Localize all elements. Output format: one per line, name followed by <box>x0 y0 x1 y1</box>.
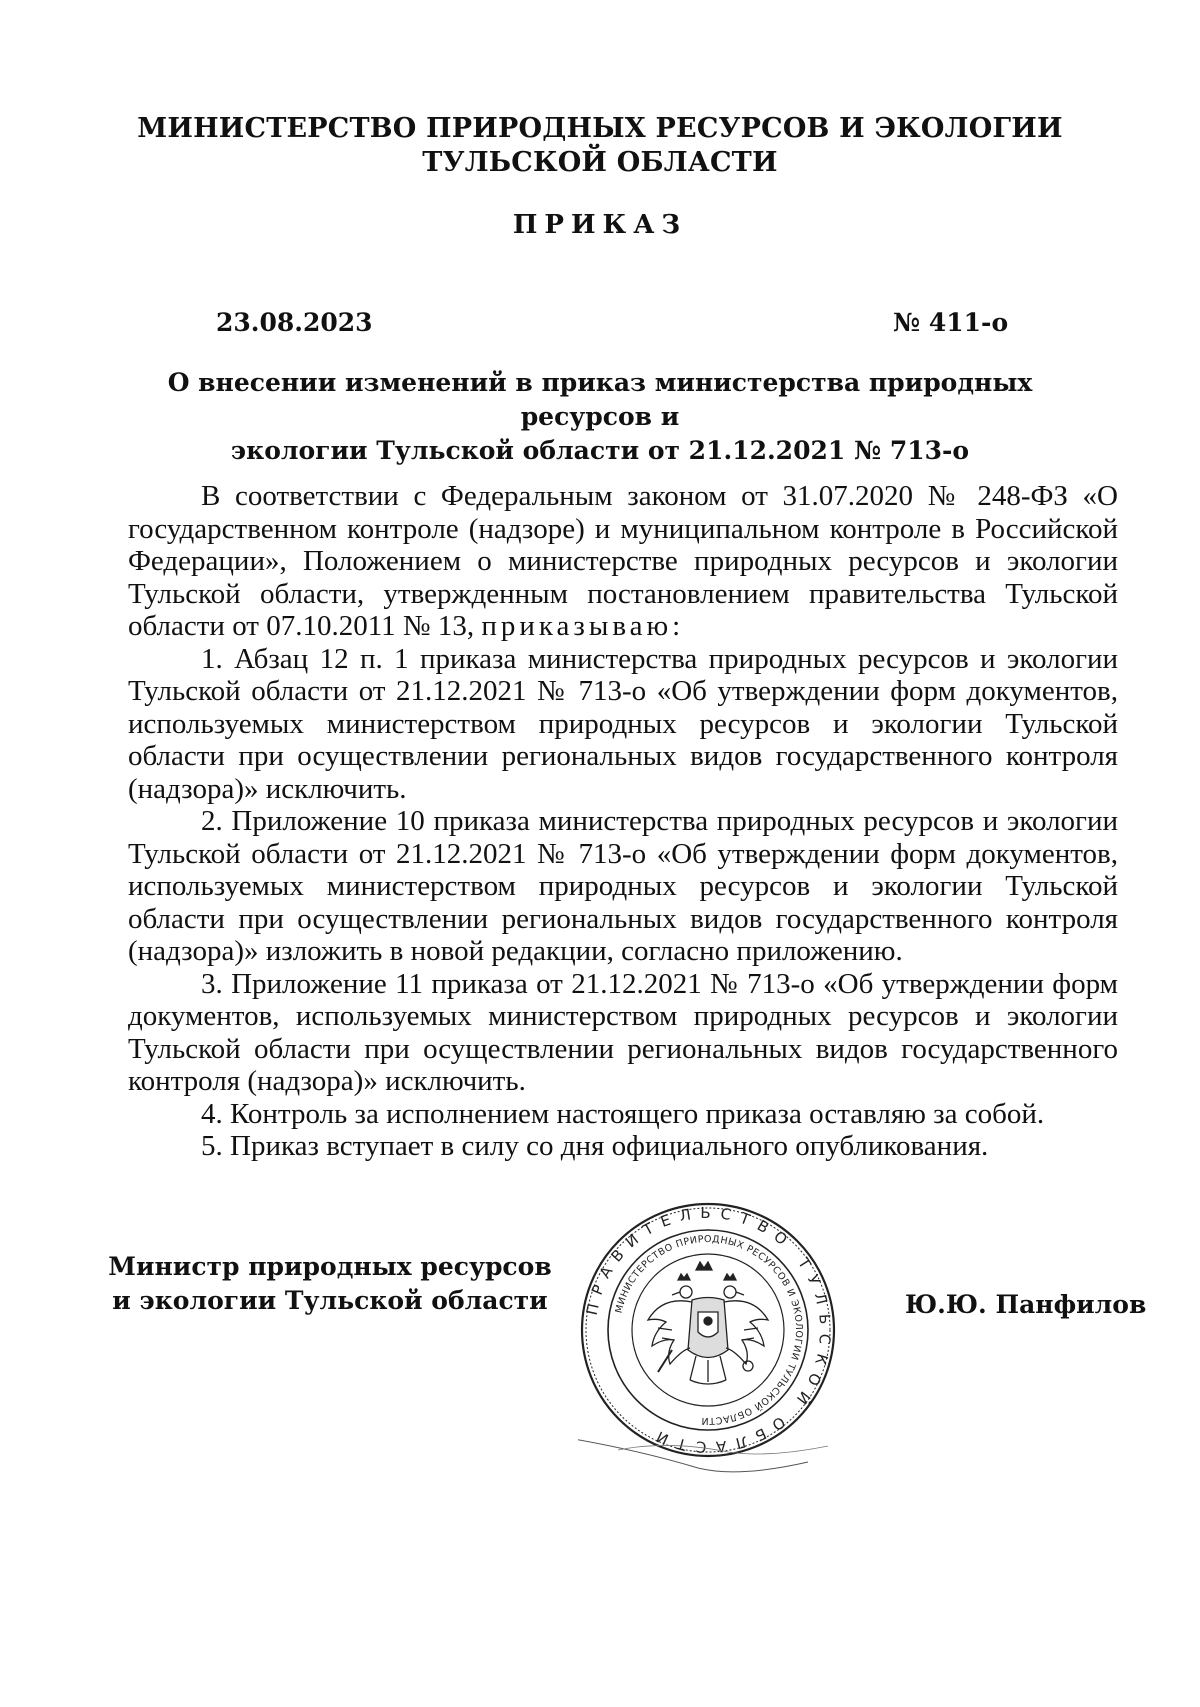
subject-line1: О внесении изменений в приказ министерства природных ресурсов и <box>167 368 1033 431</box>
document-subject <box>100 366 1100 468</box>
order-item-2: 2. Приложение 10 приказа министерства природных ресурсов и экологии Тульской области от 21.12.2021 № 713-о «Об утверждении форм документов, используемых министерством природных ресурсов и экологии Тульской области при осуществлении региональных видов государственного контроля (надзора)» изложить в новой редакции, согласно приложению. <box>128 805 1118 967</box>
document-type: ПРИКАЗ <box>512 210 688 240</box>
organization-name-line1: МИНИСТЕРСТВО ПРИРОДНЫХ РЕСУРСОВ И ЭКОЛОГИИ <box>137 113 1063 144</box>
order-item-3: 3. Приложение 11 приказа от 21.12.2021 № 713-о «Об утверждении форм документов, используемых министерством природных ресурсов и экологии Тульской области при осуществлении региональных видов государственного контроля (надзора)» исключить. <box>128 967 1118 1097</box>
preamble-text: В соответствии с Федеральным законом от 31.07.2020 № 248-ФЗ «О государственном контроле (надзоре) и муниципальном контроле в Российской Федерации», Положением о министерстве природных ресурсов и экологии Тульской области, утвержденным постановлением правительства Тульской области от 07.10.2011 № 13, <box>128 480 1118 642</box>
seal-outer-text: ПРАВИТЕЛЬСТВО ТУЛЬСКОЙ ОБЛАСТИ <box>582 1203 835 1457</box>
seal-inner-text: МИНИСТЕРСТВО ПРИРОДНЫХ РЕСУРСОВ И ЭКОЛОГИИ ТУЛЬСКОЙ ОБЛАСТИ <box>613 1233 805 1427</box>
document-body <box>128 480 1118 1163</box>
organization-heading <box>0 112 1200 180</box>
signatory-title-line1: Министр природных ресурсов <box>108 1252 552 1281</box>
document-date: 23.08.2023 <box>216 308 373 337</box>
organization-name-line2: ТУЛЬСКОЙ ОБЛАСТИ <box>422 147 778 178</box>
order-item-5: 5. Приказ вступает в силу со дня официального опубликования. <box>201 1130 989 1162</box>
signatory-title <box>100 1250 560 1318</box>
signatory-name: Ю.Ю. Панфилов <box>905 1290 1147 1319</box>
order-word: приказываю: <box>481 610 685 642</box>
order-item-4: 4. Контроль за исполнением настоящего приказа оставляю за собой. <box>201 1097 1045 1130</box>
document-number: № 411-о <box>893 308 1009 337</box>
signatory-title-line2: и экологии Тульской области <box>112 1286 548 1315</box>
coat-of-arms-icon <box>648 1262 768 1384</box>
preamble-paragraph <box>128 480 1118 643</box>
subject-line2: экологии Тульской области от 21.12.2021 № 713-о <box>230 436 970 465</box>
order-item-1: 1. Абзац 12 п. 1 приказа министерства природных ресурсов и экологии Тульской области от 21.12.2021 № 713-о «Об утверждении форм документов, используемых министерством природных ресурсов и экологии Тульской области при осуществлении региональных видов государственного контроля (надзора)» исключить. <box>128 642 1118 805</box>
official-seal-icon <box>578 1200 838 1480</box>
